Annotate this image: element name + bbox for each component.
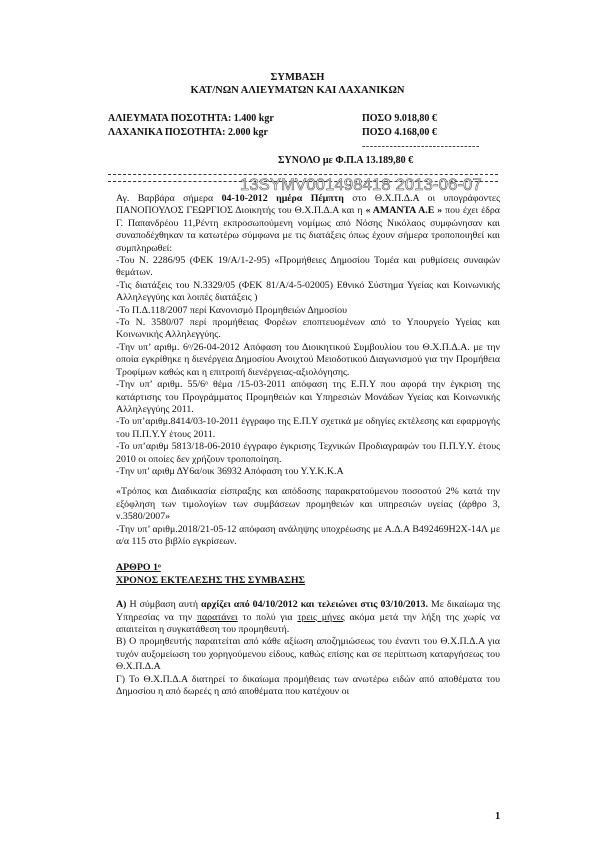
intro-paragraph: Αγ. Βαρβάρα σήμερα 04-10-2012 ημέρα Πέμπτη στο Θ.Χ.Π.Δ.Α οι υπογράφοντες ΠΑΝΟΠΟΥΛΟΣ ΓΕΩΡΓΙΟΣ Διοικητής του Θ.Χ.Π.Δ.Α και η « ΑΜΑΝΤΑ Α.Ε » που έχει έδρα Γ. Παπανδρέου 11,Ρέντη εκπροσωπούμενη νομίμως από Νόσης Νικόλαος συμφώνησαν και συναποδέχθηκαν τα κατωτέρω σύμφωνα με τις διατάξεις όπως έχουν σήμερα τροποποιηθεί και συμπληρωθεί: (116, 193, 500, 254)
summary-row-label: ΛΑΧΑΝΙΚΑ ΠΟΣΟΤΗΤΑ: 2.000 kgr (108, 127, 268, 138)
document-title: ΣΥΜΒΑΣΗ (270, 72, 325, 83)
clause-c: Γ) Το Θ.Χ.Π.Δ.Α διατηρεί το δικαίωμα προμήθειας των ανωτέρω ειδών από αποθέματα του Δημοσίου η από δωρεές η από αποθέματα που κατέχουν οι (116, 673, 500, 698)
summary-row-amount: ΠΟΣΟ 4.168,00 € (362, 127, 437, 138)
article-title: ΑΡΘΡΟ 1ᵒ (116, 562, 161, 574)
document-subtitle: ΚΑΤ/ΝΩΝ ΑΛΙΕΥΜΑΤΩΝ ΚΑΙ ΛΑΧΑΝΙΚΩΝ (190, 85, 405, 96)
summary-row-label: ΑΛΙΕΥΜΑΤΑ ΠΟΣΟΤΗΤΑ: 1.400 kgr (108, 113, 274, 124)
decision-paragraph: -Την υπ’ αριθμ.2018/21-05-12 απόφαση ανάληψης υποχρέωσης με Α.Δ.Α Β492469Η2Χ-14Λ με α/α 115 στο βιβλίο εγκρίσεων. (116, 523, 500, 547)
summary-total: ΣΥΝΟΛΟ με Φ.Π.Α 13.189,80 € (278, 155, 414, 166)
clause-a: Α) Η σύμβαση αυτή αρχίζει από 04/10/2012 και τελειώνει στις 03/10/2013. Με δικαίωμα της Υπηρεσίας να την παρατάνει το πολύ για τρεις μήνες ακόμα μετά την λήξη της χωρίς να απαιτείται η συγκατάθεση του προμηθευτή. (116, 599, 500, 635)
article-subtitle: ΧΡΟΝΟΣ ΕΚΤΕΛΕΣΗΣ ΤΗΣ ΣΥΜΒΑΣΗΣ (116, 574, 305, 586)
diavgeia-stamp: 13SYMV001498418 2013-06-07 (240, 176, 482, 194)
summary-dash-line: ------------------------------ (362, 141, 480, 152)
list-item: -Το υπ’αριθμ 5813/18-06-2010 έγγραφο έγκρισης Τεχνικών Προδιαγραφών του Π.Π.Υ.Υ. έτους 2010 οι οποίες δεν χρήζουν τροποποίηση. (116, 441, 500, 465)
summary-row-amount: ΠΟΣΟ 9.018,80 € (362, 113, 437, 124)
list-item: -Το Π.Δ.118/2007 περί Κανονισμό Προμηθειών Δημοσίου (116, 304, 347, 316)
contract-body (116, 193, 500, 698)
list-item: -Τις διατάξεις του Ν.3329/05 (ΦΕΚ 81/Α/4-5-02005) Εθνικό Σύστημα Υγείας και Κοινωνικής Αλληλεγγύης και λοιπές διατάξεις ) (116, 279, 500, 304)
list-item: -Την υπ’ αριθμ. 55/6ᵒ θέμα /15-03-2011 απόφαση της Ε.Π.Υ που αφορά την έγκριση της κατάρτισης του Προγράμματος Προμηθειών και Υπηρεσιών Μονάδων Υγείας και Κοινωνικής Αλληλεγγύης 2011. (116, 379, 500, 415)
list-item: -Του Ν. 2286/95 (ΦΕΚ 19/Α/1-2-95) «Προμήθειες Δημοσίου Τομέα και ρυθμίσεις συναφών θεμάτων. (116, 255, 500, 279)
list-item: -Το Ν. 3580/07 περί προμήθειας Φορέων εποπτευομένων από το Υπουργείο Υγείας και Κοινωνικής Αλληλεγγύης. (116, 317, 500, 341)
clause-b: Β) Ο προμηθευτής παραιτείται από κάθε αξίωση αποζημιώσεως του έναντι του Θ.Χ.Π.Δ.Α για τυχόν αυξομείωση του χορηγούμενου είδους, καθώς επίσης και σε περίπτωση καταργήσεως του Θ.Χ.Π.Δ.Α (116, 636, 500, 673)
list-item: -Το υπ’αριθμ.8414/03-10-2011 έγγραφο της Ε.Π.Υ σχετικά με οδηγίες εκτέλεσης και εφαρμογής του Π.Π.Υ.Υ έτους 2011. (116, 416, 500, 440)
quote-paragraph: «Τρόπος και Διαδικασία είσπραξης και απόδοσης παρακρατούμενου ποσοστού 2% κατά την εξόφληση των τιμολογίων των συμβάσεων προμηθειών και υπηρεσιών υγείας (άρθρο 3, ν.3580/2007» (116, 486, 500, 523)
page-number: 1 (495, 811, 501, 822)
list-item: -Την υπ’ αριθμ ΔΥ6α/οικ 36932 Απόφαση του Υ.Υ.Κ.Κ.Α (116, 465, 344, 477)
list-item: -Την υπ’ αριθμ. 6ᵒ/26-04-2012 Απόφαση του Διοικητικού Συμβουλίου του Θ.Χ.Π.Δ.Α. με την οποία εγκρίθηκε η διενέργεια Δημοσίου Ανοιχτού Μειοδοτικού Διαγωνισμού για την Προμήθεια Τροφίμων καθώς και η επιτροπή διενέργειας-αξιολόγησης. (116, 341, 500, 378)
